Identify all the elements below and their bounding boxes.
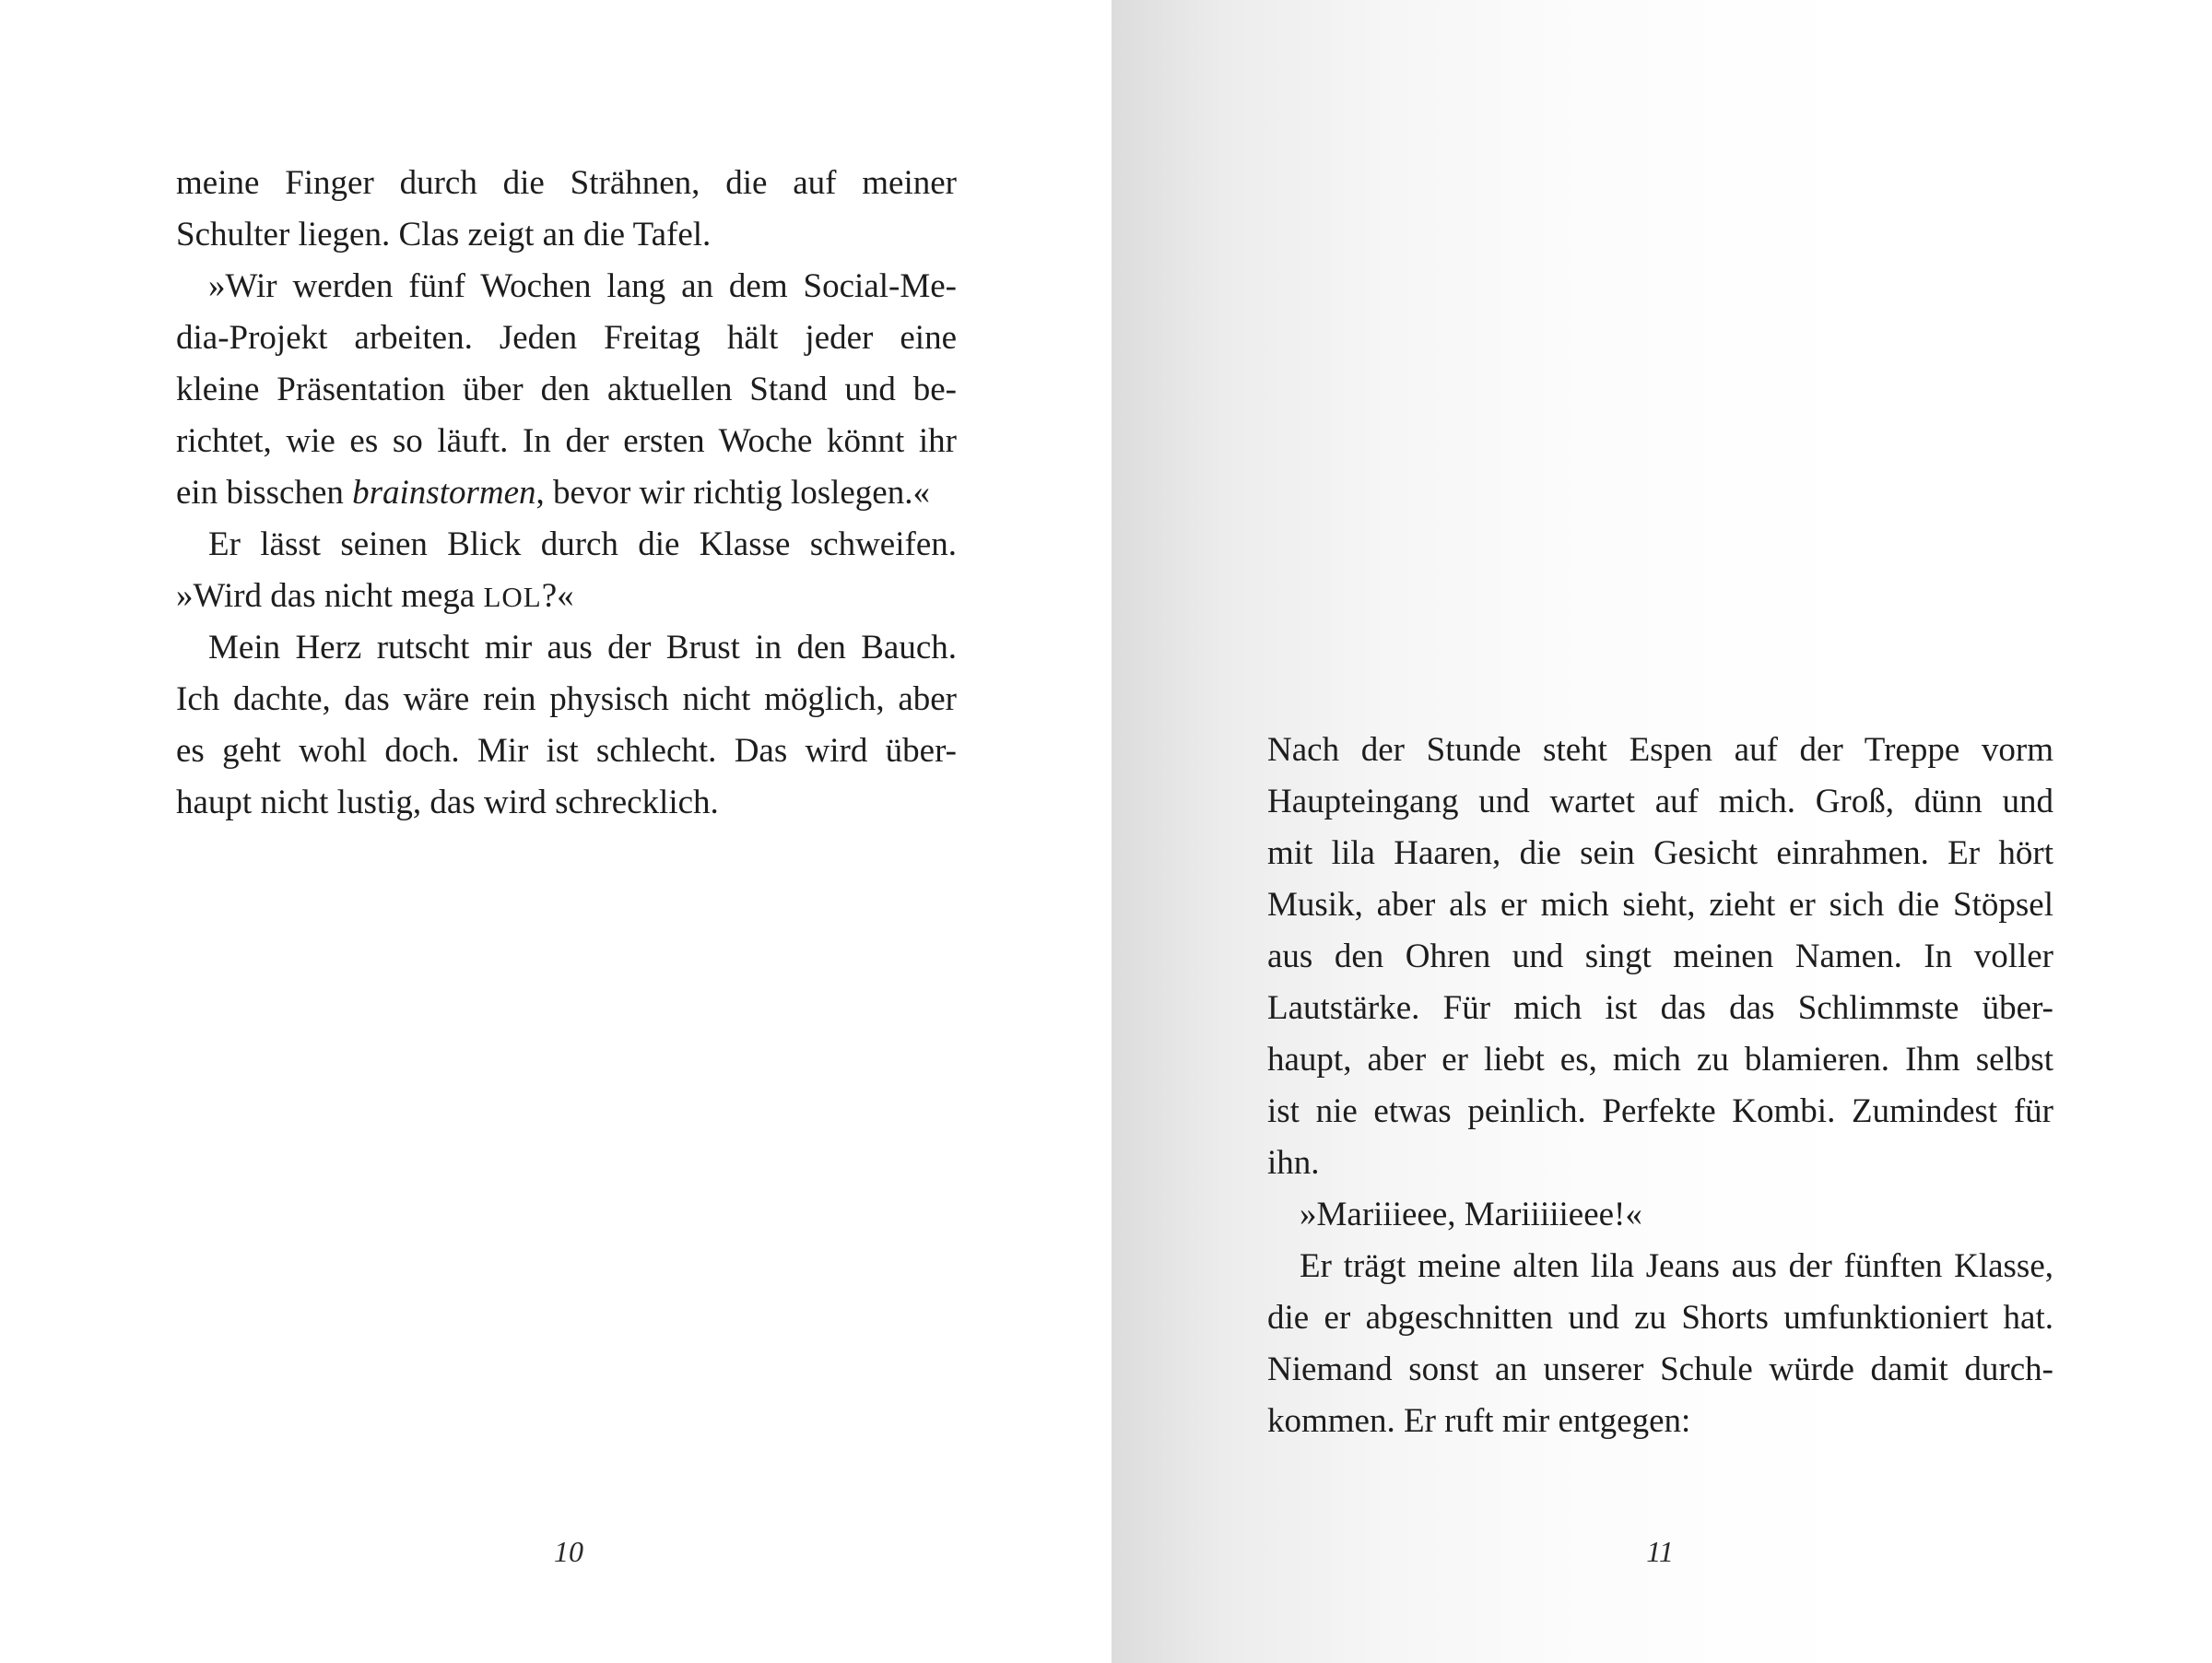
text-line <box>176 571 957 622</box>
text-line: ist nie etwas peinlich. Perfekte Kombi. Zumindest für <box>1267 1092 2053 1130</box>
text-line: ihn. <box>1267 1144 1320 1182</box>
left-page-text <box>176 158 957 829</box>
text-line: Nach der Stunde steht Espen auf der Treppe vorm <box>1267 731 2053 769</box>
text-line: Musik, aber als er mich sieht, zieht er sich die Stöpsel <box>1267 886 2053 924</box>
small-caps-word: LOL <box>483 581 542 613</box>
text-line: haupt, aber er liebt es, mich zu blamieren. Ihm selbst <box>1267 1041 2053 1079</box>
text-line: Niemand sonst an unserer Schule würde damit durch- <box>1267 1350 2053 1388</box>
text-line <box>176 467 957 519</box>
right-page-text <box>1267 725 2053 1447</box>
text-run: »Wird das nicht mega <box>176 577 484 615</box>
text-line: Er lässt seinen Blick durch die Klasse schweifen. <box>208 525 957 563</box>
text-line: »Wir werden fünf Wochen lang an dem Social-Me- <box>208 267 957 305</box>
right-page <box>1112 0 2212 1663</box>
text-line: Er trägt meine alten lila Jeans aus der fünften Klasse, <box>1300 1247 2053 1285</box>
text-run: ein bisschen <box>176 474 353 512</box>
italic-word: brainstormen <box>352 474 536 512</box>
text-line: es geht wohl doch. Mir ist schlecht. Das wird über- <box>176 732 957 770</box>
text-line: Haupteingang und wartet auf mich. Groß, dünn und <box>1267 783 2053 820</box>
text-line: die er abgeschnitten und zu Shorts umfunktioniert hat. <box>1267 1299 2053 1337</box>
page-number: 10 <box>554 1535 583 1568</box>
page-number: 11 <box>1646 1535 1674 1568</box>
text-line: aus den Ohren und singt meinen Namen. In voller <box>1267 938 2053 975</box>
text-run: ?« <box>541 577 574 615</box>
text-line: Ich dachte, das wäre rein physisch nicht möglich, aber <box>176 680 957 718</box>
text-line: Mein Herz rutscht mir aus der Brust in den Bauch. <box>208 629 957 666</box>
text-run: , bevor wir richtig loslegen.« <box>535 474 930 512</box>
text-line: »Mariiieee, Mariiiiieee!« <box>1300 1196 1642 1233</box>
text-line: Schulter liegen. Clas zeigt an die Tafel. <box>176 216 712 254</box>
text-line: dia-Projekt arbeiten. Jeden Freitag hält jeder eine <box>176 319 957 357</box>
text-line: mit lila Haaren, die sein Gesicht einrahmen. Er hört <box>1267 834 2053 872</box>
text-line: richtet, wie es so läuft. In der ersten Woche könnt ihr <box>176 422 957 460</box>
text-line: kleine Präsentation über den aktuellen Stand und be- <box>176 371 957 408</box>
text-line: haupt nicht lustig, das wird schrecklich. <box>176 784 719 821</box>
text-line: meine Finger durch die Strähnen, die auf meiner <box>176 164 957 202</box>
text-line: Lautstärke. Für mich ist das das Schlimmste über- <box>1267 989 2053 1027</box>
text-line: kommen. Er ruft mir entgegen: <box>1267 1402 1691 1440</box>
